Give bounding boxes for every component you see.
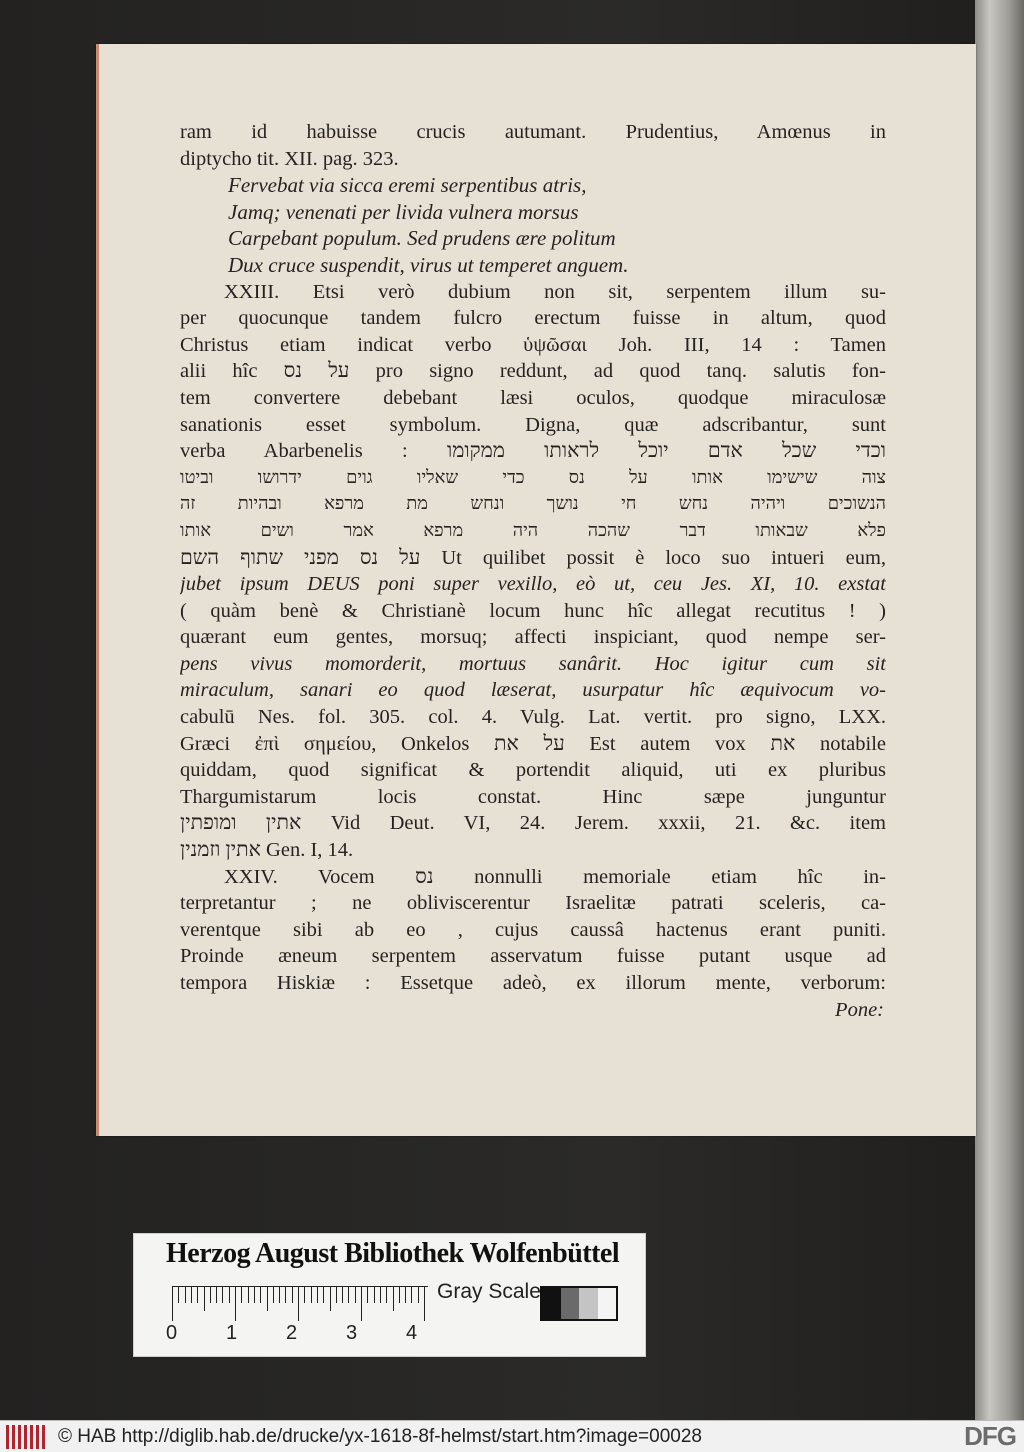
ruler-tick [386,1287,387,1303]
ruler-tick [285,1287,286,1303]
ruler-tick [317,1287,318,1303]
scale-ruler [172,1286,428,1320]
ruler-tick [254,1287,255,1303]
text-line: פלא שבאותו דבר שהכה היה מרפא אמר ושים אותו [180,519,886,541]
text-line: verentque sibi ab eo , cujus caussâ hactenus erant puniti. [180,918,886,941]
ruler-tick [260,1287,261,1303]
gray-scale-label: Gray Scale [437,1280,541,1303]
text-line: Fervebat via sicca eremi serpentibus atris, [228,173,587,198]
ruler-tick [210,1287,211,1303]
ruler-tick [235,1287,236,1321]
text-line: על נס מפני שתוף השם Ut quilibet possit è loco suo intueri eum, [180,546,886,569]
ruler-tick [348,1287,349,1303]
ruler-tick [298,1287,299,1321]
ruler-tick [241,1287,242,1303]
ruler-number: 1 [226,1322,238,1344]
ruler-tick [380,1287,381,1303]
text-line: אתין וזמנין Gen. I, 14. [180,839,354,862]
text-line: terpretantur ; ne obliviscerentur Israelitæ patrati sceleris, ca- [180,892,886,915]
text-line: Carpebant populum. Sed prudens ære politum [228,226,616,251]
ruler-tick [330,1287,331,1311]
ruler-tick [191,1287,192,1303]
ruler-tick [292,1287,293,1303]
ruler-tick [418,1287,419,1303]
text-line: Pone: [835,998,884,1021]
text-line: Thargumistarum locis constat. Hinc sæpe junguntur [180,785,886,808]
ruler-tick [405,1287,406,1303]
ruler-tick [367,1287,368,1303]
ruler-tick [197,1287,198,1303]
ruler-tick [185,1287,186,1303]
ruler-tick [279,1287,280,1303]
ruler-tick [229,1287,230,1303]
text-line: tem convertere debebant læsi oculos, quodque miraculosæ [180,386,886,409]
text-line: ram id habuisse crucis autumant. Prudentius, Amœnus in [180,121,886,143]
ruler-tick [342,1287,343,1303]
page-text [180,119,886,1023]
footer-url[interactable]: © HAB http://diglib.hab.de/drucke/yx-1618-8f-helmst/start.htm?image=00028 [58,1425,702,1447]
ruler-tick [204,1287,205,1311]
ruler-tick [424,1287,425,1321]
ruler-number: 0 [166,1322,178,1344]
ruler-tick [172,1287,173,1321]
ruler-tick [178,1287,179,1303]
ruler-tick [216,1287,217,1303]
text-line: cabulū Nes. fol. 305. col. 4. Vulg. Lat. vertit. pro signo, LXX. [180,706,886,729]
ruler-number: 3 [346,1322,358,1344]
text-line: Proinde æneum serpentem asservatum fuisse putant usque ad [180,945,886,968]
ruler-tick [411,1287,412,1303]
text-line: ( quàm benè & Christianè locum hunc hîc allegat recutitus ! ) [180,599,886,622]
gray-swatch [561,1288,580,1319]
ruler-tick [311,1287,312,1303]
ruler-tick [361,1287,362,1321]
text-line: quiddam, quod significat & portendit aliquid, uti ex pluribus [180,759,886,782]
text-line: Christus etiam indicat verbo ὑψῶσαι Joh. III, 14 : Tamen [180,333,886,356]
text-line: diptycho tit. XII. pag. 323. [180,147,399,170]
text-line: alii hîc על נס pro signo reddunt, ad quod tanq. salutis fon- [180,360,886,383]
ruler-tick [323,1287,324,1303]
text-line: אתין ומופתין Vid Deut. VI, 24. Jerem. xxxii, 21. &c. item [180,812,886,835]
ruler-tick [355,1287,356,1303]
text-line: verba Abarbenelis : וכדי שכל אדם יוכל לראותו ממקומו [180,440,886,463]
ruler-tick [304,1287,305,1303]
ruler-number: 4 [406,1322,418,1344]
ruler-number: 2 [286,1322,298,1344]
text-line: XXIII. Etsi verò dubium non sit, serpentem illum su- [224,280,886,303]
ruler-tick [336,1287,337,1303]
ruler-tick [267,1287,268,1311]
text-line: tempora Hiskiæ : Essetque adeò, ex illorum mente, verborum: [180,972,886,994]
gray-swatch [542,1288,561,1319]
text-line: XXIV. Vocem נס nonnulli memoriale etiam hîc in- [224,865,886,888]
text-line: quærant eum gentes, morsuq; affecti inspiciant, quod nempe ser- [180,626,886,649]
ruler-tick [374,1287,375,1303]
gray-swatch [598,1288,617,1319]
text-line: Dux cruce suspendit, virus ut temperet anguem. [228,252,629,277]
text-line: pens vivus momorderit, mortuus sanârit. Hoc igitur cum sit [180,652,886,675]
footer-bar [0,1420,1024,1452]
text-line: הנשוכים ויהיה נחש חי נושך ונחש מת מרפא ובהיות זה [180,493,886,515]
ruler-tick [248,1287,249,1303]
hab-logo-icon [6,1425,48,1449]
ruler-tick [393,1287,394,1311]
text-line: jubet ipsum DEUS poni super vexillo, eò ut, ceu Jes. XI, 10. exstat [180,573,886,596]
ruler-tick [222,1287,223,1303]
text-line: צוה שישימו אותו על נס כדי שאליו גוים ידרושו וביטו [180,466,886,488]
text-line: Jamq; venenati per livida vulnera morsus [228,199,579,224]
text-line: Græci ἐπὶ σημείου, Onkelos על את Est autem vox את notabile [180,732,886,755]
gray-swatch [579,1288,598,1319]
book-edge [975,0,1024,1420]
text-line: per quocunque tandem fulcro erectum fuisse in altum, quod [180,307,886,330]
text-line: miraculum, sanari eo quod læserat, usurpatur hîc æquivocum vo- [180,679,886,702]
text-line: sanationis esset symbolum. Digna, quæ adscribantur, sunt [180,413,886,436]
ruler-tick [273,1287,274,1303]
gray-scale-swatches [540,1286,618,1321]
ruler-tick [399,1287,400,1303]
library-name: Herzog August Bibliothek Wolfenbüttel [166,1238,620,1269]
dfg-logo: DFG [964,1421,1016,1451]
